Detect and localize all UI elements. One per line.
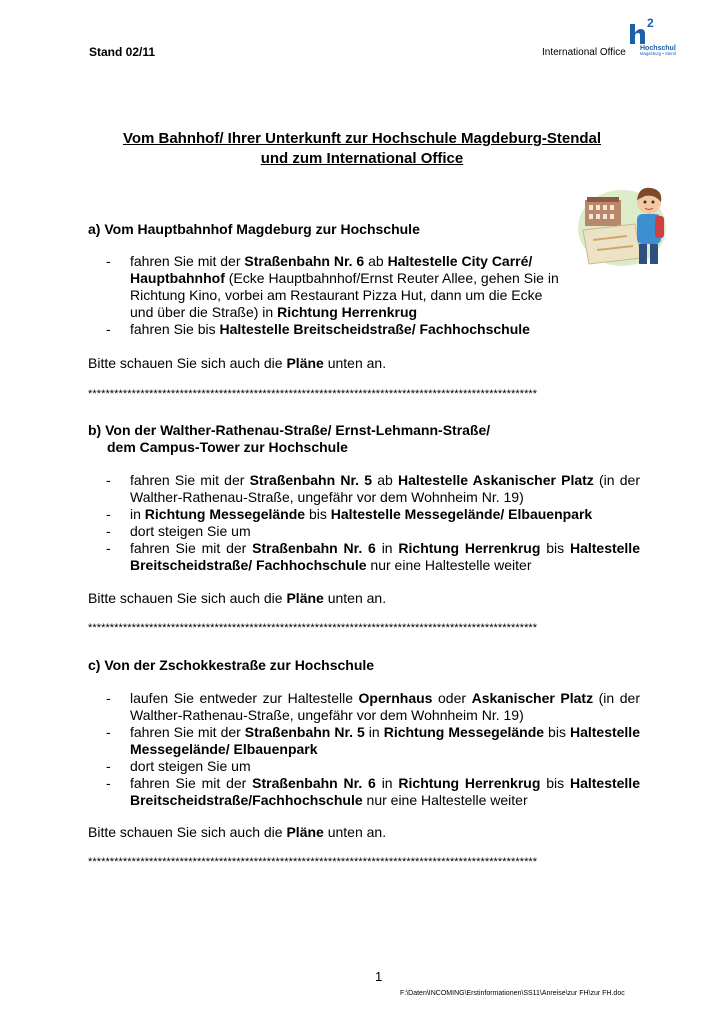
file-path: F:\Daten\INCOMING\Erstinformationen\SS11\Anreise\zur FH\zur FH.doc [400,990,625,997]
plans-note: Bitte schauen Sie sich auch die Pläne unten an. [88,355,387,371]
list-item: - fahren Sie mit der Straßenbahn Nr. 5 in Richtung Messegelände bis Haltestelle Messegelände/ Elbauenpark [106,724,640,757]
logo-wordmark: Hochschule [640,45,676,52]
h2-logo-icon [628,16,676,58]
section-c-list [88,690,640,809]
separator: ******************************************************************************************************* [88,622,538,634]
separator: ******************************************************************************************************* [88,388,538,400]
office-label: International Office [542,47,626,58]
document-version: Stand 02/11 [89,45,156,59]
section-a-heading: a) Vom Hauptbahnhof Magdeburg zur Hochschule [88,221,420,237]
list-item: - fahren Sie mit der Straßenbahn Nr. 6 in Richtung Herrenkrug bis Haltestelle Breitscheidstraße/Fachhochschule nur eine Haltestelle weiter [106,775,640,808]
list-item: - laufen Sie entweder zur Haltestelle Opernhaus oder Askanischer Platz (in der Walther-Rathenau-Straße, ungefähr vor dem Wohnheim Nr. 19) [106,690,640,723]
plans-note: Bitte schauen Sie sich auch die Pläne unten an. [88,824,387,840]
section-c-heading: c) Von der Zschokkestraße zur Hochschule [88,657,375,673]
list-item: - fahren Sie bis Haltestelle Breitscheidstraße/ Fachhochschule [106,321,530,337]
university-logo [628,16,676,58]
list-item: - fahren Sie mit der Straßenbahn Nr. 6 in Richtung Herrenkrug bis Haltestelle Breitscheidstraße/ Fachhochschule nur eine Haltestelle weiter [106,540,640,573]
list-item: - dort steigen Sie um [106,523,251,539]
svg-text:2: 2 [647,16,654,30]
list-item: - dort steigen Sie um [106,758,251,774]
section-a-list [88,253,640,338]
list-item: - fahren Sie mit der Straßenbahn Nr. 5 ab Haltestelle Askanischer Platz (in der Walther-Rathenau-Straße, ungefähr vor dem Wohnheim Nr. 19) [106,472,640,505]
logo-subtext: Magdeburg • Stendal [640,51,676,56]
page-number: 1 [375,969,383,984]
section-b-heading: b) Von der Walther-Rathenau-Straße/ Ernst-Lehmann-Straße/ dem Campus-Tower zur Hochschule [88,422,491,455]
plans-note: Bitte schauen Sie sich auch die Pläne unten an. [88,590,387,606]
section-b-list [88,472,640,574]
list-item: - in Richtung Messegelände bis Haltestelle Messegelände/ Elbauenpark [106,506,593,522]
list-item: - fahren Sie mit der Straßenbahn Nr. 6 ab Haltestelle City Carré/ Hauptbahnhof (Ecke Hauptbahnhof/Ernst Reuter Allee, gehen Sie in Richtung Kino, vorbei am Restaurant Pizza Hut, dann um die Ecke und über die Straße) in Richtung Herrenkrug [106,253,559,320]
separator: ******************************************************************************************************* [88,856,538,868]
page-title: Vom Bahnhof/ Ihrer Unterkunft zur Hochschule Magdeburg-Stendal und zum International Office [122,130,602,167]
